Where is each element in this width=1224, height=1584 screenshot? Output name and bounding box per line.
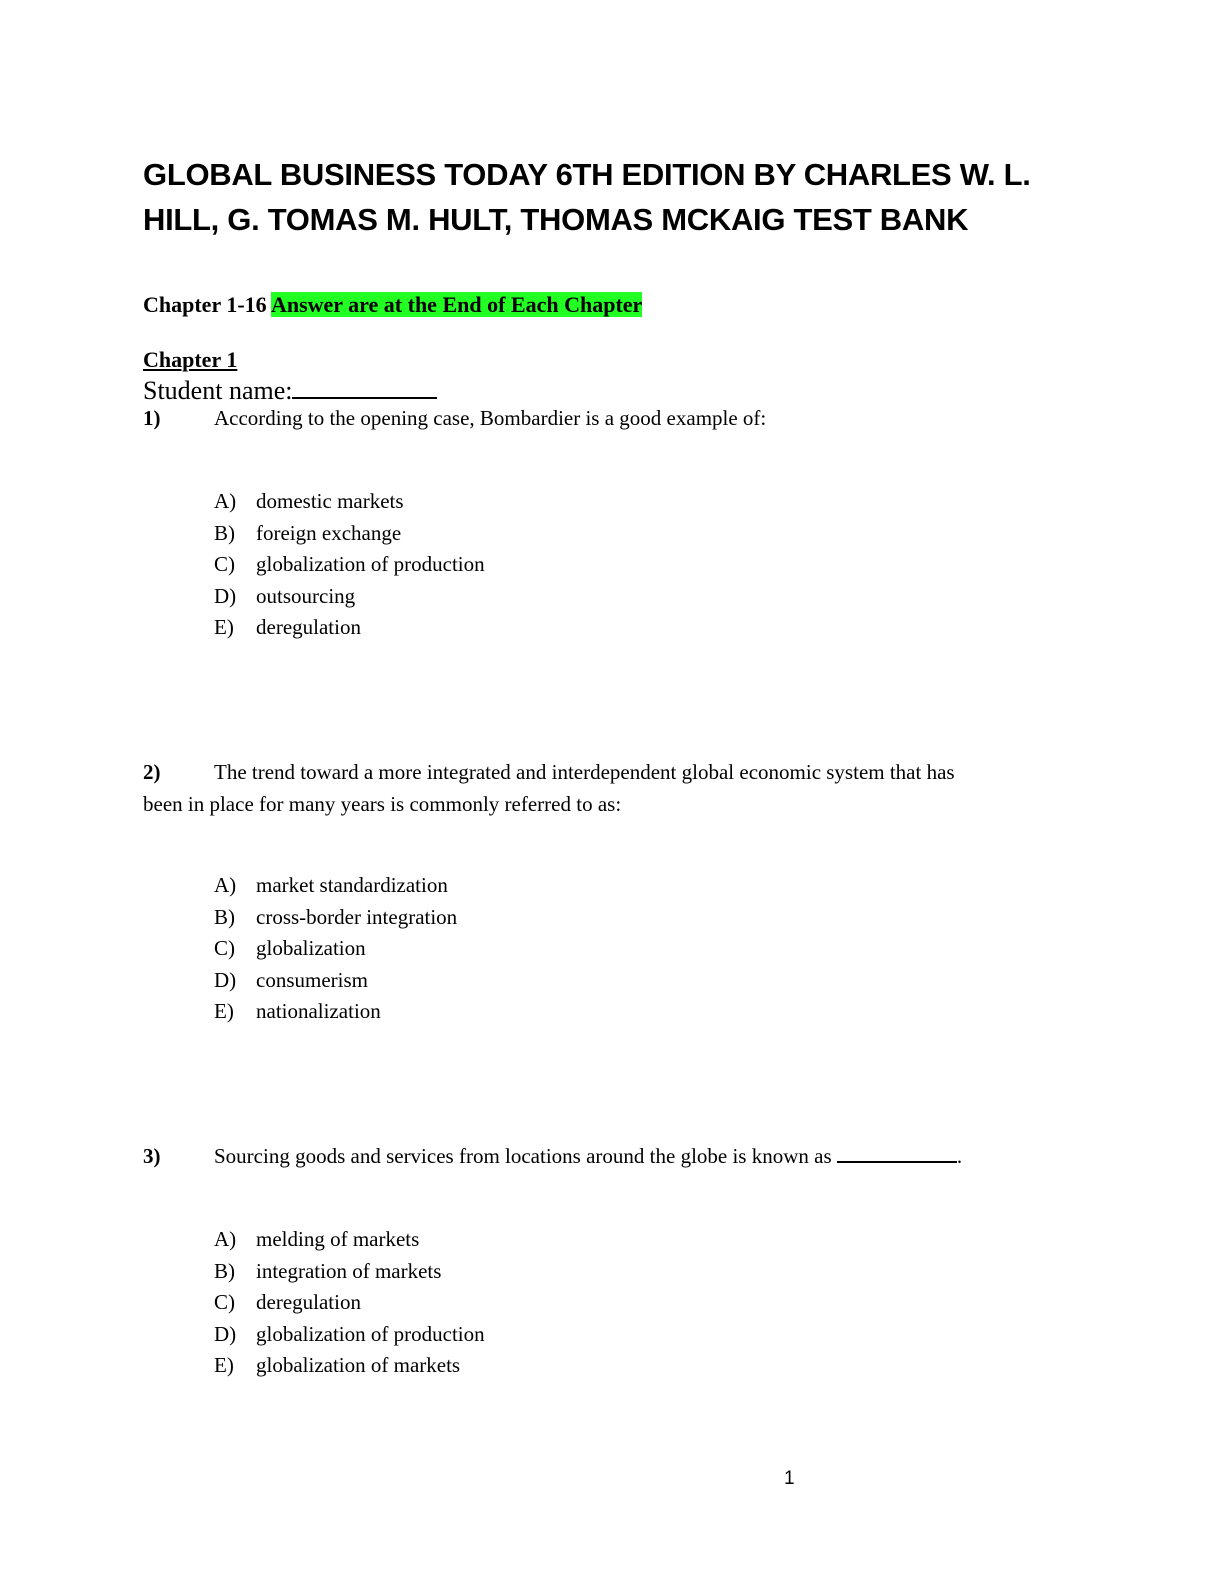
question-3-text: Sourcing goods and services from locations around the globe is known as: [214, 1144, 832, 1168]
chapter-range-line: [143, 290, 642, 320]
question-1-text: According to the opening case, Bombardier is a good example of:: [214, 406, 767, 430]
chapter-range: Chapter 1-16: [143, 292, 267, 317]
question-2-text-line1: The trend toward a more integrated and interdependent global economic system that has: [214, 760, 955, 784]
option: E) globalization of markets: [214, 1353, 461, 1377]
question-3-options: [214, 1224, 485, 1382]
option: A) domestic markets: [214, 489, 404, 513]
question-3-text-end: .: [956, 1144, 963, 1168]
option: A) market standardization: [214, 873, 448, 897]
question-2-number: 2): [143, 760, 161, 784]
page-number: 1: [784, 1468, 795, 1489]
question-1-number: 1): [143, 406, 161, 430]
student-name-label: Student name:: [143, 376, 293, 405]
option: A) melding of markets: [214, 1227, 420, 1251]
option: E) deregulation: [214, 615, 361, 639]
option: C) globalization of production: [214, 552, 485, 576]
option: D) outsourcing: [214, 583, 356, 608]
option: B) cross-border integration: [214, 904, 458, 929]
question-3-number: 3): [143, 1144, 161, 1168]
option: C) globalization: [214, 936, 366, 960]
option: E) nationalization: [214, 999, 381, 1023]
question-2-options: [214, 870, 457, 1028]
document-title: GLOBAL BUSINESS TODAY 6TH EDITION BY CHARLES W. L. HILL, G. TOMAS M. HULT, THOMAS MCKAIG TEST BANK: [143, 157, 1031, 237]
option: B) integration of markets: [214, 1258, 442, 1283]
question-3-answer-blank: [837, 1141, 957, 1163]
student-name-blank[interactable]: [292, 373, 437, 399]
option: C) deregulation: [214, 1290, 361, 1314]
question-2-text-line2: been in place for many years is commonly referred to as:: [143, 792, 622, 816]
option: D) consumerism: [214, 967, 368, 992]
question-1-options: [214, 486, 485, 644]
option: D) globalization of production: [214, 1321, 485, 1346]
chapter-heading: Chapter 1: [143, 347, 238, 372]
answer-note-highlight: Answer are at the End of Each Chapter: [270, 292, 643, 317]
option: B) foreign exchange: [214, 520, 402, 545]
question-3-text-line: [214, 1140, 962, 1172]
